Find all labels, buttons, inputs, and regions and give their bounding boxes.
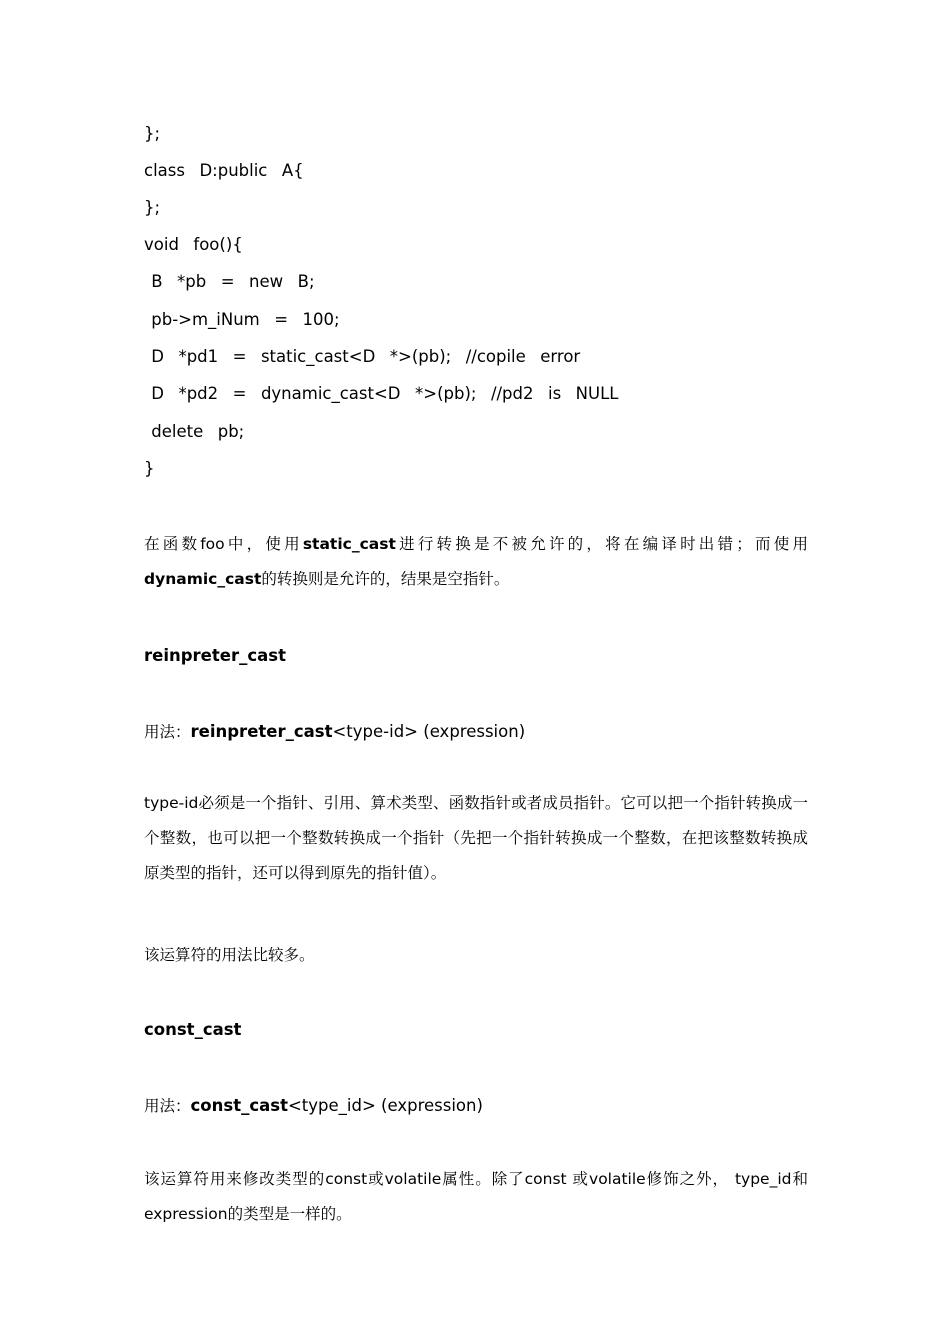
reinpreter-cast-note: 该运算符的用法比较多。: [144, 946, 315, 964]
section-heading-reinpreter-cast: reinpreter_cast: [144, 646, 286, 665]
code-line: B *pb = new B;: [144, 272, 315, 291]
code-line: }: [144, 459, 155, 478]
keyword-dynamic-cast: dynamic_cast: [144, 570, 262, 588]
code-line: pb->m_iNum = 100;: [144, 310, 340, 329]
code-line: D *pd1 = static_cast<D *>(pb); //copile error: [144, 347, 581, 366]
code-line: };: [144, 198, 161, 217]
section-heading-const-cast: const_cast: [144, 1020, 242, 1039]
code-line: };: [144, 124, 161, 143]
code-line: void foo(){: [144, 235, 243, 254]
usage-line-reinpreter-cast: 用法：reinpreter_cast<type-id> (expression): [144, 722, 526, 741]
usage-line-const-cast: 用法：const_cast<type_id> (expression): [144, 1096, 483, 1115]
reinpreter-cast-description: type-id必须是一个指针、引用、算术类型、函数指针或者成员指针。它可以把一个指针转换成一个整数，也可以把一个整数转换成一个指针（先把一个指针转换成一个整数，在把该整数转换成原类型的指针，还可以得到原先的指针值）。: [144, 794, 808, 882]
const-cast-description: 该运算符用来修改类型的const或volatile属性。除了const 或volatile修饰之外， type_id和expression的类型是一样的。: [144, 1170, 808, 1223]
code-line: delete pb;: [144, 422, 245, 441]
code-line: class D:public A{: [144, 161, 304, 180]
keyword-static-cast: static_cast: [302, 535, 396, 553]
code-line: D *pd2 = dynamic_cast<D *>(pb); //pd2 is NULL: [144, 384, 619, 403]
cast-explanation-paragraph: 在函数foo中，使用static_cast进行转换是不被允许的，将在编译时出错；而使用 dynamic_cast的转换则是允许的，结果是空指针。: [144, 535, 808, 588]
